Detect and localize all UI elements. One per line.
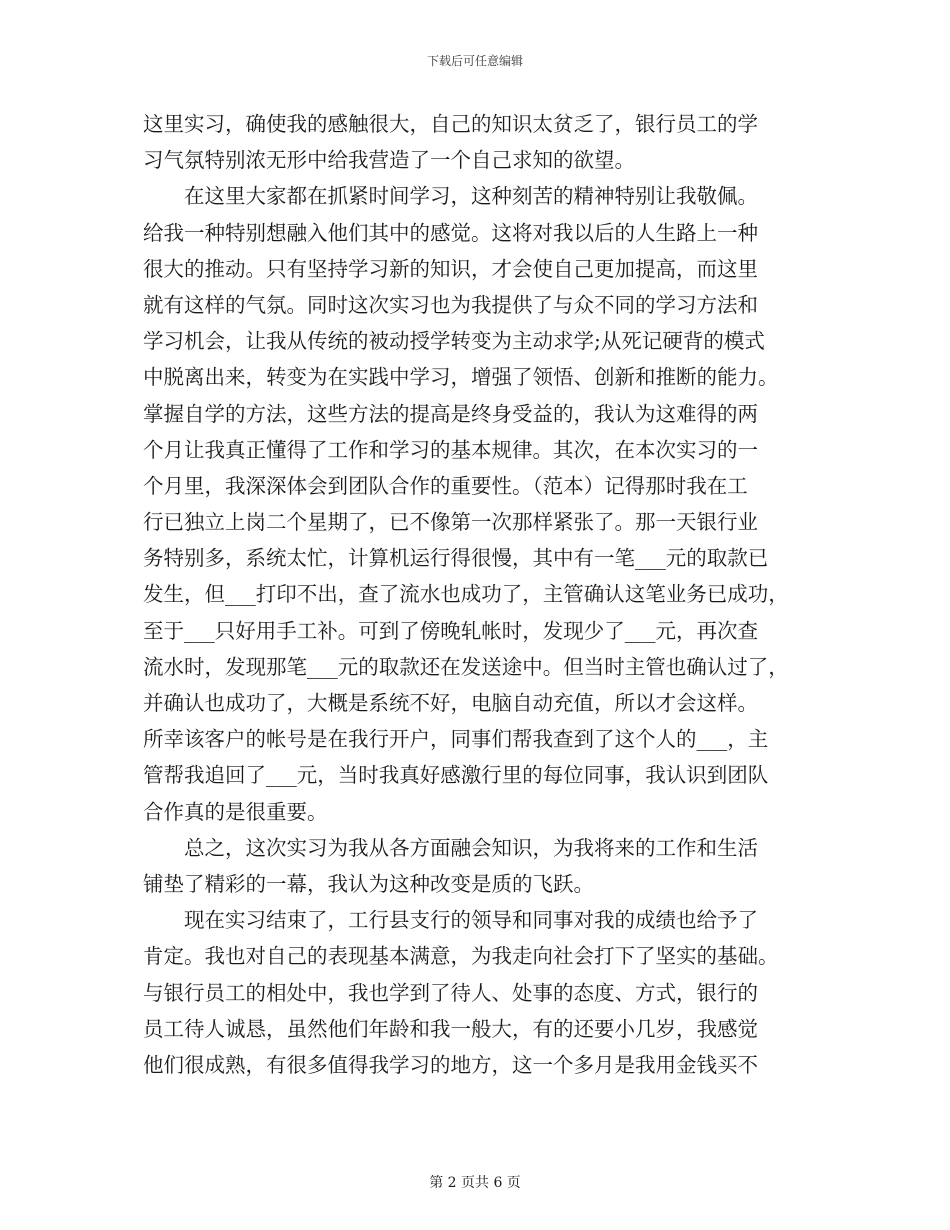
page-footer: 第 2 页共 6 页 <box>429 1175 521 1191</box>
text-line: 员工待人诚恳，虽然他们年龄和我一般大，有的还要小几岁，我感觉 <box>143 1016 758 1041</box>
text-line: 至于___只好用手工补。可到了傍晚轧帐时，发现少了___元，再次查 <box>143 618 758 643</box>
text-line: 习气氛特别浓无形中给我营造了一个自己求知的欲望。 <box>143 148 635 173</box>
text-line: 合作真的是很重要。 <box>143 799 328 824</box>
document-body <box>143 106 815 1083</box>
text-line: 铺垫了精彩的一幕，我认为这种改变是质的飞跃。 <box>143 871 594 896</box>
paragraph-start-line: 总之，这次实习为我从各方面融会知识，为我将来的工作和生活 <box>184 835 758 860</box>
text-line: 很大的推动。只有坚持学习新的知识，才会使自己更加提高，而这里 <box>143 256 758 281</box>
paragraph-start-line: 现在实习结束了，工行县支行的领导和同事对我的成绩也给予了 <box>184 908 758 933</box>
text-line: 与银行员工的相处中，我也学到了待人、处事的态度、方式，银行的 <box>143 980 758 1005</box>
text-line: 个月里，我深深体会到团队合作的重要性。（范本）记得那时我在工 <box>143 473 748 498</box>
text-line: 给我一种特别想融入他们其中的感觉。这将对我以后的人生路上一种 <box>143 220 758 245</box>
text-line: 行已独立上岗二个星期了，已不像第一次那样紧张了。那一天银行业 <box>143 510 758 535</box>
text-line: 这里实习，确使我的感触很大，自己的知识太贫乏了，银行员工的学 <box>143 112 758 136</box>
text-line: 流水时，发现那笔___元的取款还在发送途中。但当时主管也确认过了， <box>143 654 789 679</box>
text-line: 学习机会，让我从传统的被动授学转变为主动求学;从死记硬背的模式 <box>143 329 765 354</box>
text-line: 个月让我真正懂得了工作和学习的基本规律。其次，在本次实习的一 <box>143 437 758 462</box>
text-line: 中脱离出来，转变为在实践中学习，增强了领悟、创新和推断的能力。 <box>143 365 779 390</box>
text-line: 肯定。我也对自己的表现基本满意，为我走向社会打下了坚实的基础。 <box>143 944 779 969</box>
text-line: 务特别多，系统太忙，计算机运行得很慢，其中有一笔___元的取款已 <box>143 546 769 571</box>
paragraph-start-line: 在这里大家都在抓紧时间学习，这种刻苦的精神特别让我敬佩。 <box>184 184 758 209</box>
text-line: 他们很成熟，有很多值得我学习的地方，这一个多月是我用金钱买不 <box>143 1052 758 1077</box>
text-line: 所幸该客户的帐号是在我行开户，同事们帮我查到了这个人的___，主 <box>143 727 769 752</box>
text-line: 并确认也成功了，大概是系统不好，电脑自动充值，所以才会这样。 <box>143 691 758 715</box>
text-line: 发生，但___打印不出，查了流水也成功了，主管确认这笔业务已成功， <box>143 582 789 607</box>
text-line: 就有这样的气氛。同时这次实习也为我提供了与众不同的学习方法和 <box>143 292 758 317</box>
text-line: 管帮我追回了___元，当时我真好感激行里的每位同事，我认识到团队 <box>143 763 769 788</box>
page-header: 下载后可任意编辑 <box>426 54 523 68</box>
text-line: 掌握自学的方法，这些方法的提高是终身受益的，我认为这难得的两 <box>143 401 758 426</box>
